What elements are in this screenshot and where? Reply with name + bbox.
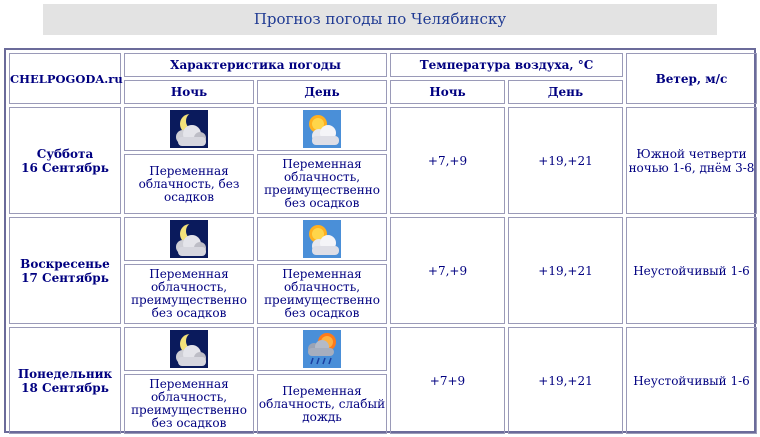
header-char-day: День xyxy=(257,80,387,104)
table-row xyxy=(9,327,757,371)
header-temp-day: День xyxy=(508,80,623,104)
weekday: Понедельник xyxy=(17,366,113,381)
day-icon-cell xyxy=(257,327,387,371)
header-char-night: Ночь xyxy=(124,80,254,104)
moon-cloud-icon xyxy=(170,110,208,148)
day-icon-cell xyxy=(257,217,387,261)
temp-day: +19,+21 xyxy=(508,217,623,324)
temp-night: +7,+9 xyxy=(390,107,505,214)
day-label xyxy=(9,327,121,434)
weekday: Воскресенье xyxy=(20,256,110,271)
site-name: CHELPOGODA.ru xyxy=(9,53,121,104)
header-air-temp: Температура воздуха, °С xyxy=(390,53,623,77)
moon-cloud-icon xyxy=(170,220,208,258)
wind-value: Южной четверти ночью 1-6, днём 3-8 xyxy=(626,107,757,214)
date: 17 Сентябрь xyxy=(21,270,109,285)
night-desc: Переменная облачность, без осадков xyxy=(124,154,254,214)
day-desc: Переменная облачность, преимущественно без осадков xyxy=(257,154,387,214)
night-icon-cell xyxy=(124,327,254,371)
night-icon-cell xyxy=(124,107,254,151)
wind-value: Неустойчивый 1-6 xyxy=(626,327,757,434)
forecast-table xyxy=(6,50,760,437)
date: 18 Сентябрь xyxy=(21,380,109,395)
header-wind: Ветер, м/с xyxy=(626,53,757,104)
weekday: Суббота xyxy=(36,146,94,161)
table-row xyxy=(9,107,757,151)
day-icon-cell xyxy=(257,107,387,151)
header-weather-char: Характеристика погоды xyxy=(124,53,387,77)
night-icon-cell xyxy=(124,217,254,261)
temp-day: +19,+21 xyxy=(508,327,623,434)
sun-cloud-icon xyxy=(303,110,341,148)
day-desc: Переменная облачность, слабый дождь xyxy=(257,374,387,434)
temp-night: +7,+9 xyxy=(390,217,505,324)
date: 16 Сентябрь xyxy=(21,160,109,175)
temp-day: +19,+21 xyxy=(508,107,623,214)
sun-cloud-icon xyxy=(303,220,341,258)
moon-cloud-icon xyxy=(170,330,208,368)
day-label xyxy=(9,107,121,214)
night-desc: Переменная облачность, преимущественно без осадков xyxy=(124,264,254,324)
table-row xyxy=(9,217,757,261)
header-temp-night: Ночь xyxy=(390,80,505,104)
forecast-panel xyxy=(4,48,756,433)
day-desc: Переменная облачность, преимущественно без осадков xyxy=(257,264,387,324)
sun-cloud-rain-icon xyxy=(303,330,341,368)
page-title: Прогноз погоды по Челябинску xyxy=(43,4,717,35)
day-label xyxy=(9,217,121,324)
temp-night: +7+9 xyxy=(390,327,505,434)
wind-value: Неустойчивый 1-6 xyxy=(626,217,757,324)
night-desc: Переменная облачность, преимущественно без осадков xyxy=(124,374,254,434)
